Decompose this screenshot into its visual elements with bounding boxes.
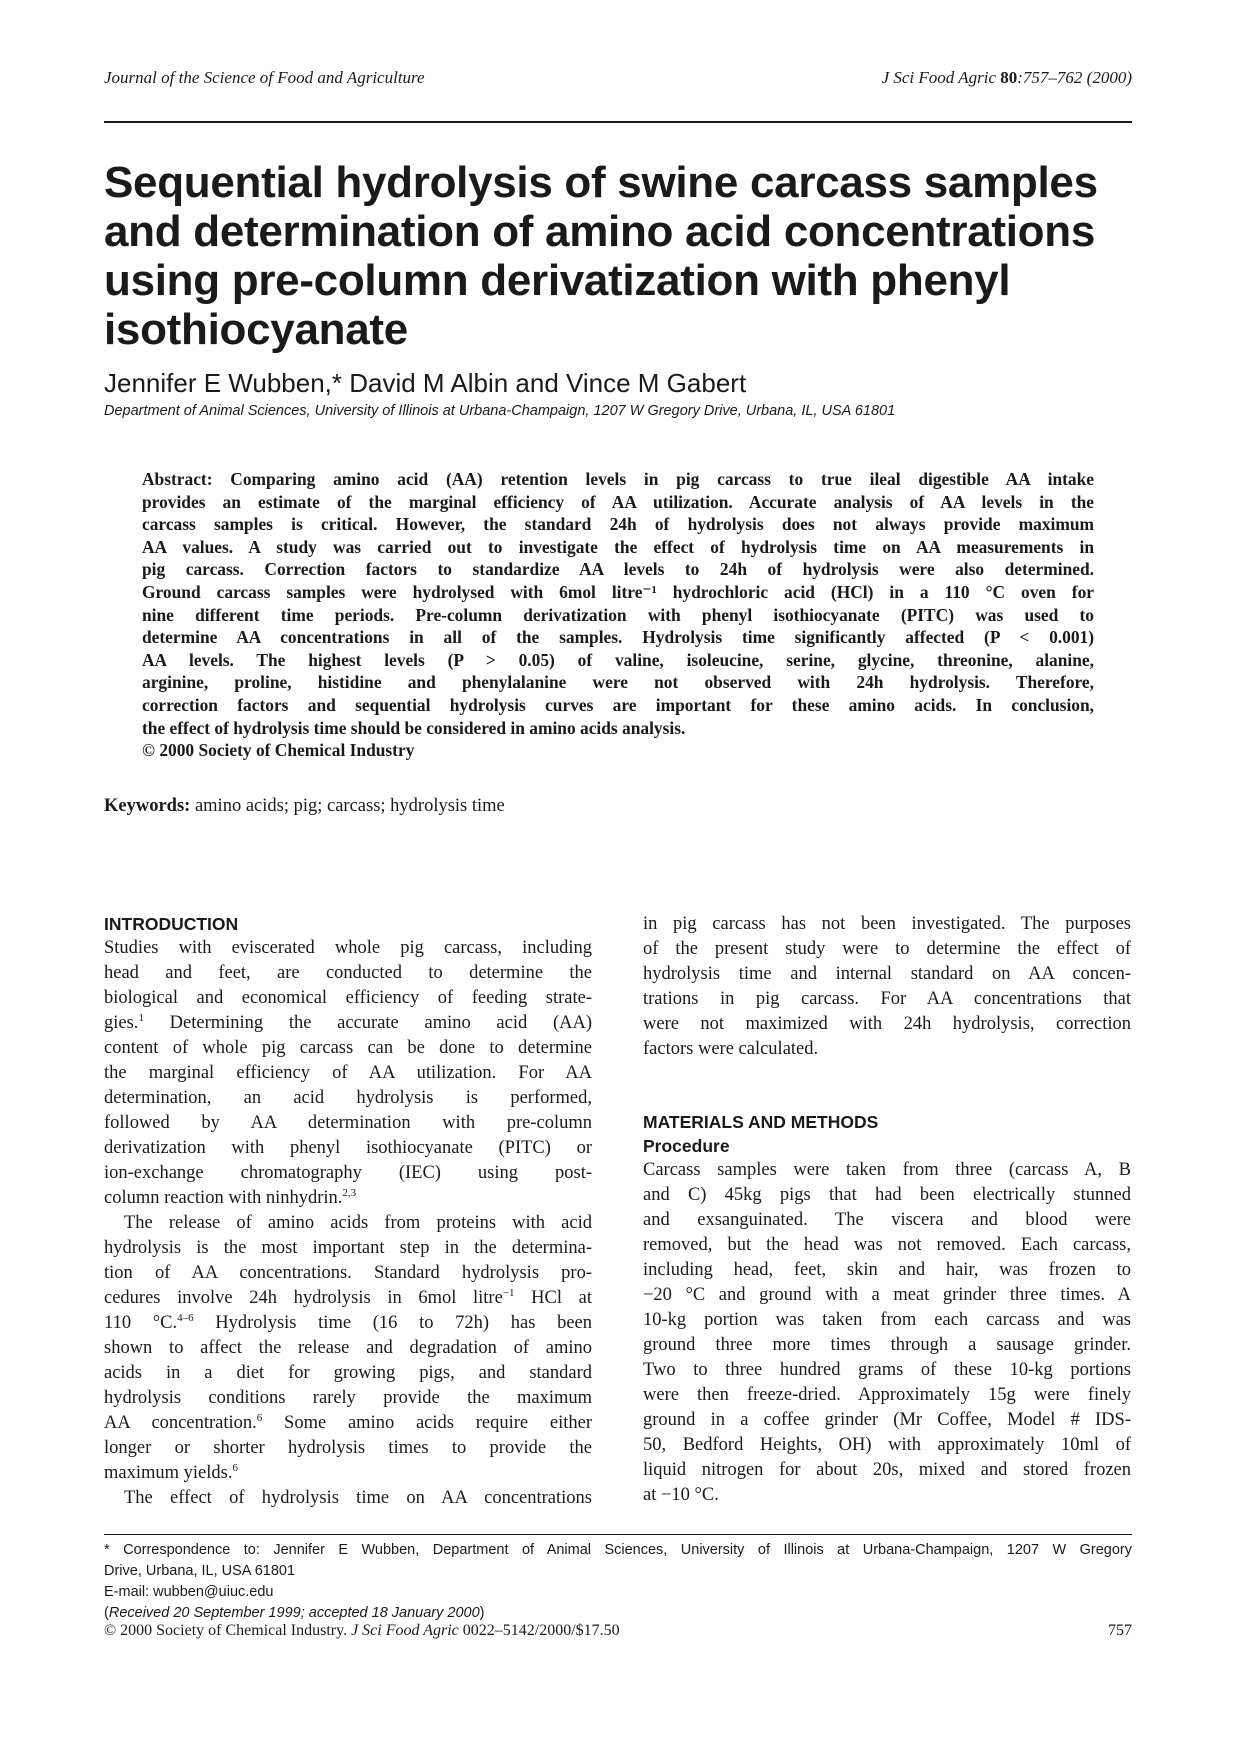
page-number: 757 xyxy=(1108,1622,1132,1639)
subsection-heading-procedure: Procedure xyxy=(643,1136,730,1156)
body-line: acids in a diet for growing pigs, and standard xyxy=(104,1363,592,1383)
volume: 80 xyxy=(1000,68,1018,87)
abstract-copyright: © 2000 Society of Chemical Industry xyxy=(142,740,415,761)
body-line: 50, Bedford Heights, OH) with approximately 10ml of xyxy=(643,1435,1131,1455)
abstract-line: Abstract: Comparing amino acid (AA) retention levels in pig carcass to true ileal digestible AA intake xyxy=(142,469,1094,489)
body-line: and exsanguinated. The viscera and blood were xyxy=(643,1210,1131,1230)
body-line: Carcass samples were taken from three (carcass A, B xyxy=(643,1160,1131,1180)
body-line: of the present study were to determine the effect of xyxy=(643,939,1131,959)
article-title xyxy=(104,158,1144,354)
body-line: removed, but the head was not removed. Each carcass, xyxy=(643,1235,1131,1255)
body-line: tion of AA concentrations. Standard hydrolysis pro- xyxy=(104,1263,592,1283)
body-line: The effect of hydrolysis time on AA concentrations xyxy=(124,1488,592,1508)
body-line: the marginal efficiency of AA utilization. For AA xyxy=(104,1063,592,1083)
section-gap xyxy=(643,1062,1131,1110)
abstract-line: nine different time periods. Pre-column derivatization with phenyl isothiocyanate (PITC) was used to xyxy=(142,604,1094,625)
body-line: hydrolysis is the most important step in the determina- xyxy=(104,1238,592,1258)
abstract-line: AA values. A study was carried out to investigate the effect of hydrolysis time on AA measurements in xyxy=(142,536,1094,557)
left-column xyxy=(104,912,592,1511)
body-line: Studies with eviscerated whole pig carcass, including xyxy=(104,938,592,958)
citation-ref: 4–6 xyxy=(177,1312,194,1324)
citation-ref: 2,3 xyxy=(342,1187,357,1199)
body-line: shown to affect the release and degradation of amino xyxy=(104,1338,592,1358)
affiliation: Department of Animal Sciences, University of Illinois at Urbana-Champaign, 1207 W Gregory Drive, Urbana, IL, USA 61801 xyxy=(104,403,896,419)
keywords-label: Keywords: xyxy=(104,796,191,816)
body-line: ground in a coffee grinder (Mr Coffee, Model # IDS- xyxy=(643,1410,1131,1430)
keywords-text: amino acids; pig; carcass; hydrolysis time xyxy=(190,796,505,816)
body-line: maximum yields.$^6$ xyxy=(104,1462,238,1483)
body-line: 10-kg portion was taken from each carcass and was xyxy=(643,1310,1131,1330)
body-line: liquid nitrogen for about 20s, mixed and stored frozen xyxy=(643,1460,1131,1480)
exponent: −1 xyxy=(502,1287,515,1299)
footnote-received: (Received 20 September 1999; accepted 18 January 2000) xyxy=(104,1605,485,1621)
body-line: AA concentration.$^6$ Some amino acids require either xyxy=(104,1412,593,1433)
abstract-line: Ground carcass samples were hydrolysed with 6mol litre⁻¹ hydrochloric acid (HCl) in a 110 °C oven for xyxy=(142,581,1094,602)
title-line: using pre-column derivatization with phenyl xyxy=(104,256,1011,305)
running-header xyxy=(104,68,1132,96)
abstract-line: arginine, proline, histidine and phenylalanine were not observed with 24h hydrolysis. Therefore, xyxy=(142,672,1094,693)
body-line: content of whole pig carcass can be done to determine xyxy=(104,1038,592,1058)
citation: J Sci Food Agric 80:757–762 (2000) xyxy=(881,68,1132,87)
body-line: determination, an acid hydrolysis is performed, xyxy=(104,1088,592,1108)
body-line: trations in pig carcass. For AA concentrations that xyxy=(643,989,1131,1009)
body-line: column reaction with ninhydrin.$^{2,3}$ xyxy=(104,1187,357,1208)
abstract-line: correction factors and sequential hydrolysis curves are important for these amino acids. In conclusion, xyxy=(142,694,1094,715)
body-line: hydrolysis time and internal standard on AA concen- xyxy=(643,964,1131,984)
citation-ref: 6 xyxy=(256,1412,263,1424)
journal-name: Journal of the Science of Food and Agriculture xyxy=(104,68,425,87)
body-line: followed by AA determination with pre-column xyxy=(104,1113,592,1133)
right-column xyxy=(643,912,1131,1508)
footnote-line: Drive, Urbana, IL, USA 61801 xyxy=(104,1563,296,1579)
body-line: were not maximized with 24h hydrolysis, correction xyxy=(643,1014,1131,1034)
abstract-line: the effect of hydrolysis time should be considered in amino acids analysis. xyxy=(142,717,686,738)
header-rule xyxy=(104,121,1132,123)
abstract-line: pig carcass. Correction factors to standardize AA levels to 24h of hydrolysis were also determined. xyxy=(142,559,1094,580)
page-footer xyxy=(104,1622,1132,1646)
body-line: gies.$^1$ Determining the accurate amino acid (AA) xyxy=(104,1012,592,1033)
title-line: isothiocyanate xyxy=(104,305,408,354)
abstract-line: determine AA concentrations in all of the samples. Hydrolysis time significantly affected (P < 0.001) xyxy=(142,627,1094,648)
abstract-line: carcass samples is critical. However, the standard 24h of hydrolysis does not always provide maximum xyxy=(142,514,1094,535)
body-line: in pig carcass has not been investigated. The purposes xyxy=(643,914,1131,934)
citation-ref: 6 xyxy=(232,1462,238,1474)
citation-ref: 1 xyxy=(138,1012,144,1024)
section-heading-introduction: INTRODUCTION xyxy=(104,914,239,934)
body-line: factors were calculated. xyxy=(643,1039,819,1059)
title-line: Sequential hydrolysis of swine carcass samples xyxy=(104,158,1098,207)
correspondence-footnote xyxy=(104,1540,1132,1624)
authors: Jennifer E Wubben,* David M Albin and Vince M Gabert xyxy=(104,368,747,398)
body-line: biological and economical efficiency of feeding strate- xyxy=(104,988,592,1008)
body-line: Two to three hundred grams of these 10-kg portions xyxy=(643,1360,1131,1380)
body-line: hydrolysis conditions rarely provide the maximum xyxy=(104,1388,592,1408)
body-line: ground three more times through a sausage grinder. xyxy=(643,1335,1131,1355)
footnote-email: E-mail: wubben@uiuc.edu xyxy=(104,1584,274,1600)
body-line: The release of amino acids from proteins with acid xyxy=(124,1213,592,1233)
body-line: at −10 °C. xyxy=(643,1485,719,1505)
body-line: derivatization with phenyl isothiocyanate (PITC) or xyxy=(104,1138,592,1158)
footnote-line: * Correspondence to: Jennifer E Wubben, Department of Animal Sciences, University of Illinois at Urbana-Champaign, 1207 W Gregory xyxy=(104,1542,1132,1558)
title-line: and determination of amino acid concentrations xyxy=(104,207,1096,256)
abstract xyxy=(142,468,1094,762)
abstract-line: provides an estimate of the marginal efficiency of AA utilization. Accurate analysis of AA levels in the xyxy=(142,491,1094,512)
section-heading-methods: MATERIALS AND METHODS xyxy=(643,1112,879,1132)
body-line: longer or shorter hydrolysis times to provide the xyxy=(104,1438,592,1458)
body-line: cedures involve 24h hydrolysis in 6mol litre$^{-1}$ HCl at xyxy=(104,1287,592,1308)
body-line: ion-exchange chromatography (IEC) using post- xyxy=(104,1163,592,1183)
body-line: head and feet, are conducted to determine the xyxy=(104,963,592,983)
footer-copyright: © 2000 Society of Chemical Industry. J Sci Food Agric 0022–5142/2000/$17.50 xyxy=(104,1622,620,1639)
body-line: −20 °C and ground with a meat grinder three times. A xyxy=(643,1285,1131,1305)
footnote-rule xyxy=(104,1534,1132,1535)
body-line: and C) 45kg pigs that had been electrically stunned xyxy=(643,1185,1131,1205)
body-line: were then freeze-dried. Approximately 15g were finely xyxy=(643,1385,1131,1405)
body-line: including head, feet, skin and hair, was frozen to xyxy=(643,1260,1131,1280)
abstract-line: AA levels. The highest levels (P > 0.05) of valine, isoleucine, serine, glycine, threonine, alanine, xyxy=(142,649,1094,670)
keywords xyxy=(104,796,505,817)
body-line: 110 °C.$^{4-6}$ Hydrolysis time (16 to 72h) has been xyxy=(104,1312,592,1333)
